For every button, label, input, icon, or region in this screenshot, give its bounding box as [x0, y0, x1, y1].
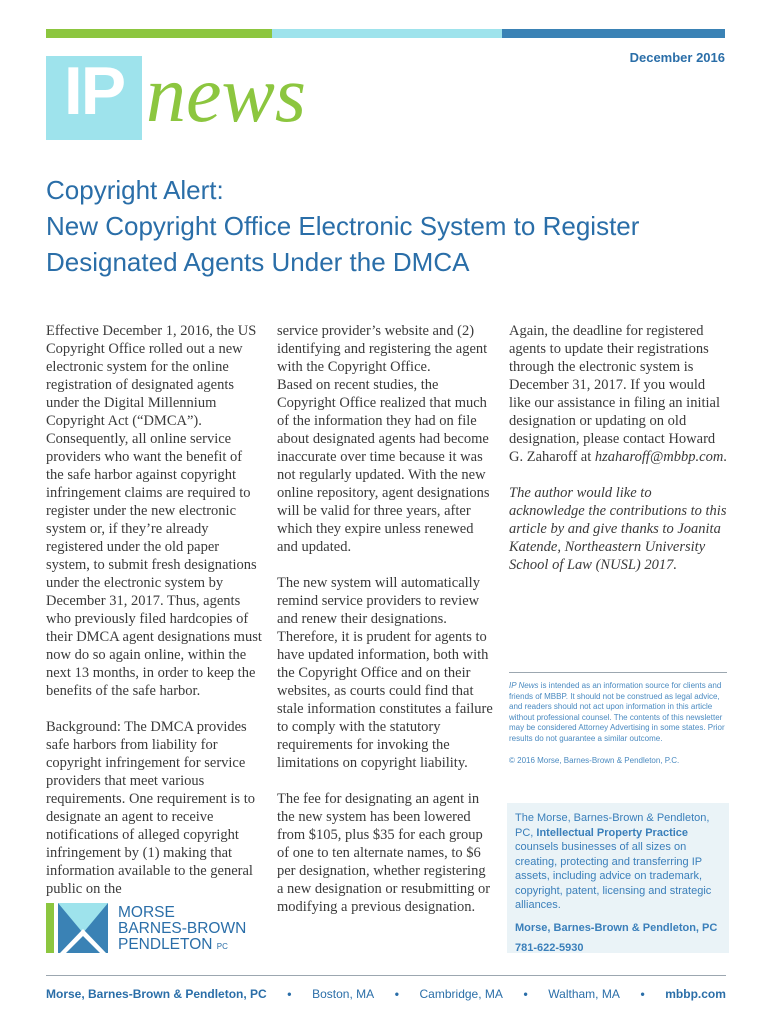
paragraph-text: Again, the deadline for registered agents to update their registrations through the electronic system is December 31, 2017. If you would like our assistance in filing an initial designation or updating on old designation, please contact Howard G. Zaharoff at: [509, 323, 721, 465]
header-bar-blue: [502, 29, 725, 38]
footer-firm: Morse, Barnes-Brown & Pendleton, PC: [46, 987, 267, 1001]
article-column-2: [277, 322, 493, 934]
publication-name: IP News: [509, 681, 539, 690]
practice-intro: The Morse, Barnes-Brown & Pendleton, PC,: [515, 812, 710, 839]
headline-line-2: New Copyright Office Electronic System to Register: [46, 211, 640, 241]
header-bar-cyan: [272, 29, 502, 38]
practice-details: counsels businesses of all sizes on creating, protecting and transferring IP assets, including advice on trademark, copyright, patent, licensing and strategic alliances.: [515, 841, 712, 911]
paragraph: Based on recent studies, the Copyright Office realized that much of the information they had on file about designated agents had become inaccurate over time because it was not regularly updated. With the new online repository, agent designations will be valid for three years, after which they expire unless renewed and updated.: [277, 377, 490, 555]
logo-suffix: PC: [216, 942, 228, 951]
disclaimer-text: [509, 681, 727, 744]
footer-separator: •: [640, 987, 645, 1001]
footer-city-waltham: Waltham, MA: [548, 987, 620, 1001]
article-column-3: [509, 322, 727, 592]
practice-description: [515, 811, 721, 913]
footer-divider: [46, 975, 726, 976]
news-logo-text: news: [146, 51, 306, 139]
acknowledgement: The author would like to acknowledge the contributions to this article by and give thanks to Joanita Katende, Northeastern University School of Law (NUSL) 2017.: [509, 485, 727, 573]
headline-line-3: Designated Agents Under the DMCA: [46, 247, 470, 277]
paragraph: The fee for designating an agent in the new system has been lowered from $105, plus $35 for each group of one to ten alternate names, to $6 per designation, whether registering a new designation or resubmitting or modifying a previous designation.: [277, 791, 491, 915]
paragraph: Effective December 1, 2016, the US Copyright Office rolled out a new electronic system for the online registration of designated agents under the Digital Millennium Copyright Act (“DMCA”). Consequently, all online service providers who want the benefit of the safe harbor against copyright infringement claims are required to register under the new electronic system or, if they’re already registered under the old paper system, to submit fresh designations under the electronic system by December 31, 2017. Thus, agents who previously filed hardcopies of their DMCA agent designations must now do so again online, within the next 13 months, in order to keep the benefits of the safe harbor.: [46, 323, 262, 699]
firm-logo-mark-icon: [46, 903, 108, 953]
firm-name: Morse, Barnes-Brown & Pendleton, PC: [515, 921, 718, 934]
footer-separator: •: [287, 987, 292, 1001]
header-bar-green: [46, 29, 272, 38]
article-column-1: [46, 322, 262, 916]
headline-line-1: Copyright Alert:: [46, 175, 224, 205]
paragraph: The new system will automatically remind service providers to review and renew their designations. Therefore, it is prudent for agents to have updated information, both with the Copyright Office and on their websites, as courts could find that stale information constitutes a failure to comply with the statutory requirements for invoking the limitations on copyright liability.: [277, 575, 493, 771]
paragraph: Background: The DMCA provides safe harbors from liability for copyright infringement for service providers that meet various requirements. One requirement is to designate an agent to receive notifications of alleged copyright infringement by (1) making that information available to the general public on the: [46, 719, 255, 897]
email-link[interactable]: hzaharoff@mbbp.com: [594, 449, 724, 465]
disclaimer-body: is intended as an information source for clients and friends of MBBP. It should not be construed as legal advice, and readers should not act upon information in this article without professional counsel. The contents of this newsletter may be considered Attorney Advertising in some states. Prior results do not guarantee a similar outcome.: [509, 681, 725, 743]
period: .: [723, 449, 727, 465]
copyright-line: © 2016 Morse, Barnes-Brown & Pendleton, P.C.: [509, 756, 680, 765]
footer-city-boston: Boston, MA: [312, 987, 375, 1001]
footer-separator: •: [394, 987, 399, 1001]
issue-date: December 2016: [629, 50, 725, 65]
logo-line-3-text: PENDLETON: [118, 936, 213, 953]
logo-line-2: BARNES-BROWN: [118, 920, 247, 937]
disclaimer-block: [509, 672, 727, 779]
footer: [46, 987, 726, 1001]
contact-paragraph: [509, 322, 727, 466]
logo-line-3: [118, 937, 246, 955]
firm-logo-text: [118, 905, 246, 955]
firm-phone[interactable]: 781-622-5930: [515, 942, 584, 954]
article-headline: [46, 172, 736, 280]
footer-city-cambridge: Cambridge, MA: [419, 987, 503, 1001]
practice-name: Intellectual Property Practice: [536, 826, 689, 839]
footer-website-link[interactable]: mbbp.com: [665, 987, 726, 1001]
logo-line-1: MORSE: [118, 904, 175, 921]
footer-separator: •: [523, 987, 528, 1001]
practice-info-box: [507, 803, 729, 953]
ip-logo-box: IP: [46, 56, 142, 140]
paragraph: service provider’s website and (2) identifying and registering the agent with the Copyright Office.: [277, 323, 488, 375]
firm-logo: [46, 903, 266, 955]
